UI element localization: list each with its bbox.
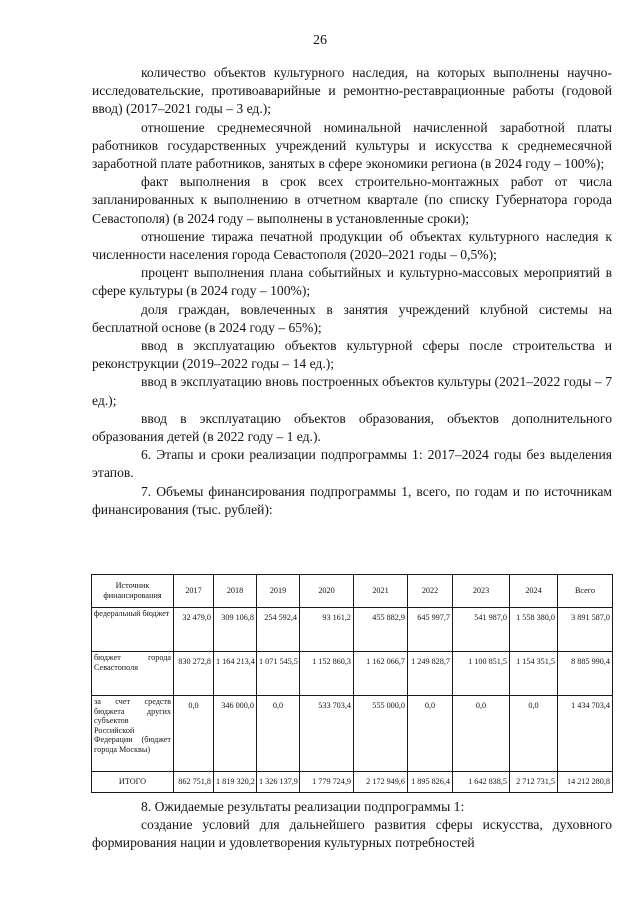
funding-table-container <box>91 574 612 793</box>
table-cell: 1 895 826,4 <box>408 772 453 793</box>
table-cell: 14 212 280,8 <box>558 772 613 793</box>
paragraph: процент выполнения плана событийных и культурно-массовых мероприятий в сфере культуры (в 2024 году – 100%); <box>92 265 612 299</box>
table-cell: 1 819 320,2 <box>214 772 257 793</box>
table-cell: 0,0 <box>453 696 510 772</box>
row-source-label: бюджет города Севастополя <box>92 652 174 696</box>
table-cell: 555 000,0 <box>354 696 408 772</box>
table-cell: 2 172 949,6 <box>354 772 408 793</box>
table-cell: 0,0 <box>408 696 453 772</box>
table-header-row <box>92 575 613 608</box>
table-cell: 830 272,8 <box>174 652 214 696</box>
paragraph: ввод в эксплуатацию вновь построенных объектов культуры (2021–2022 годы – 7 ед.); <box>92 374 612 408</box>
column-header: 2023 <box>453 575 510 608</box>
table-cell: 32 479,0 <box>174 608 214 652</box>
column-header: 2018 <box>214 575 257 608</box>
table-total-row <box>92 772 613 793</box>
table-cell: 455 882,9 <box>354 608 408 652</box>
table-cell: 8 885 990,4 <box>558 652 613 696</box>
table-cell: 93 161,2 <box>300 608 354 652</box>
column-header: 2024 <box>510 575 558 608</box>
paragraph: создание условий для дальнейшего развития сферы искусства, духовного формирования нации и удовлетворения культурных потребностей <box>92 817 612 851</box>
table-cell: 541 987,0 <box>453 608 510 652</box>
paragraph: отношение тиража печатной продукции об объектах культурного наследия к численности населения города Севастополя (2020–2021 годы – 0,5%); <box>92 228 612 263</box>
column-header: 2019 <box>257 575 300 608</box>
document-body <box>92 64 612 519</box>
row-source-label: федеральный бюджет <box>92 608 174 652</box>
table-cell: 645 997,7 <box>408 608 453 652</box>
table-cell: 2 712 731,5 <box>510 772 558 793</box>
table-cell: 1 249 828,7 <box>408 652 453 696</box>
column-header: 2020 <box>300 575 354 608</box>
total-label: ИТОГО <box>92 772 174 793</box>
section-7-funding: 7. Объемы финансирования подпрограммы 1, всего, по годам и по источникам финансирования (тыс. рублей): <box>92 483 612 517</box>
table-cell: 346 000,0 <box>214 696 257 772</box>
table-cell: 1 100 851,5 <box>453 652 510 696</box>
table-cell: 533 703,4 <box>300 696 354 772</box>
table-cell: 1 642 838,5 <box>453 772 510 793</box>
table-cell: 0,0 <box>257 696 300 772</box>
table-cell: 1 162 066,7 <box>354 652 408 696</box>
paragraph: количество объектов культурного наследия, на которых выполнены научно-исследовательские, противоаварийные и ремонтно-реставрационные работы (годовой ввод) (2017–2021 годы – 3 ед.); <box>92 65 612 117</box>
table-row <box>92 652 613 696</box>
expected-results-section <box>92 798 612 853</box>
funding-table <box>91 574 613 793</box>
table-cell: 1 326 137,9 <box>257 772 300 793</box>
column-header: Всего <box>558 575 613 608</box>
column-header: 2021 <box>354 575 408 608</box>
table-cell: 1 779 724,9 <box>300 772 354 793</box>
table-cell: 254 592,4 <box>257 608 300 652</box>
page-number: 26 <box>313 33 327 48</box>
table-cell: 1 071 545,5 <box>257 652 300 696</box>
table-cell: 0,0 <box>510 696 558 772</box>
table-cell: 862 751,8 <box>174 772 214 793</box>
table-cell: 1 154 351,5 <box>510 652 558 696</box>
table-cell: 309 106,8 <box>214 608 257 652</box>
column-header: 2022 <box>408 575 453 608</box>
table-cell: 1 152 860,3 <box>300 652 354 696</box>
table-cell: 0,0 <box>174 696 214 772</box>
column-header: 2017 <box>174 575 214 608</box>
paragraph: факт выполнения в срок всех строительно-монтажных работ от числа запланированных к выполнению в отчетном квартале (по списку Губернатора города Севастополя) (в 2024 году – выполнены в установленные сроки); <box>92 174 612 226</box>
paragraph: доля граждан, вовлеченных в занятия учреждений клубной системы на бесплатной основе (в 2024 году – 65%); <box>92 301 612 335</box>
table-cell: 3 891 587,0 <box>558 608 613 652</box>
table-cell: 1 164 213,4 <box>214 652 257 696</box>
paragraph: ввод в эксплуатацию объектов культурной сферы после строительства и реконструкции (2019–2022 годы – 14 ед.); <box>92 338 612 372</box>
paragraph: отношение среднемесячной номинальной начисленной заработной платы работников государственных учреждений культуры и искусства к среднемесячной заработной плате работников, занятых в сфере экономики региона (в 2024 году – 100%); <box>92 119 612 172</box>
paragraph: ввод в эксплуатацию объектов образования, объектов дополнительного образования детей (в 2022 году – 1 ед.). <box>92 410 612 445</box>
row-source-label: за счет средств бюджета других субъектов Российской Федерации (бюджет города Москвы) <box>92 696 174 772</box>
table-row <box>92 608 613 652</box>
table-cell: 1 434 703,4 <box>558 696 613 772</box>
table-cell: 1 558 380,0 <box>510 608 558 652</box>
section-8-heading: 8. Ожидаемые результаты реализации подпрограммы 1: <box>141 799 465 814</box>
table-row <box>92 696 613 772</box>
section-6-stages: 6. Этапы и сроки реализации подпрограммы 1: 2017–2024 годы без выделения этапов. <box>92 447 612 481</box>
column-header: Источник финансирования <box>92 575 174 608</box>
